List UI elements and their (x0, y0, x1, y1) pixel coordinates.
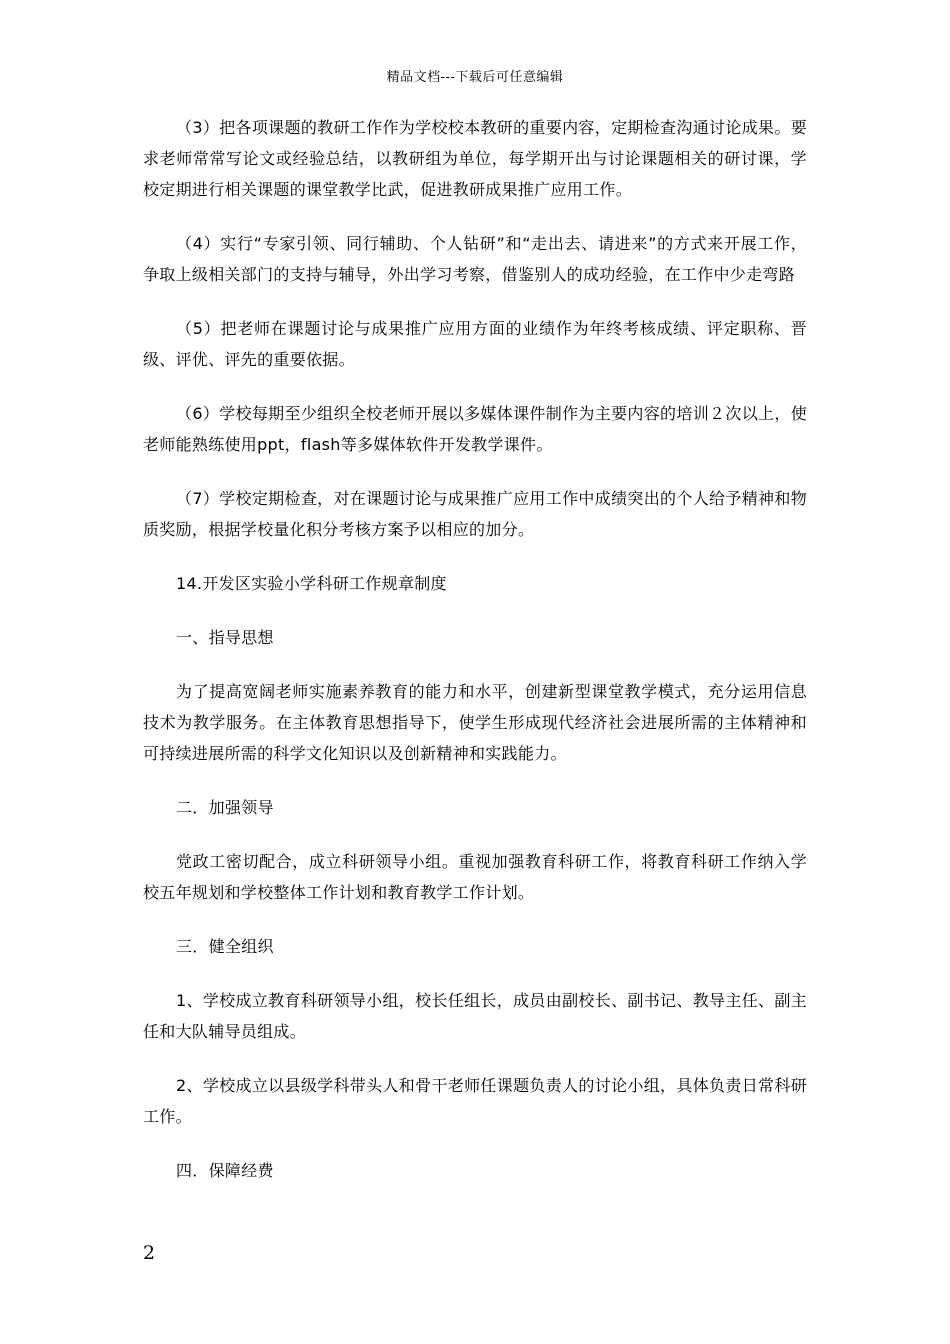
paragraph-item-5: （5）把老师在课题讨论与成果推广应用方面的业绩作为年终考核成绩、评定职称、晋级、评优、评先的重要依据。 (143, 319, 807, 369)
heading-organization: 三．健全组织 (176, 937, 274, 956)
document-body (143, 112, 807, 1186)
page-header: 精品文档---下载后可任意编辑 (386, 70, 564, 85)
heading-guiding-ideology: 一、指导思想 (176, 628, 274, 647)
paragraph-item-6: （6）学校每期至少组织全校老师开展以多媒体课件制作为主要内容的培训２次以上，使老师能熟练使用ppt，flash等多媒体软件开发教学课件。 (143, 404, 807, 454)
page-number: 2 (143, 1242, 156, 1264)
section-title: 14.开发区实验小学科研工作规章制度 (176, 574, 447, 593)
paragraph-leadership: 党政工密切配合，成立科研领导小组。重视加强教育科研工作，将教育科研工作纳入学校五年规划和学校整体工作计划和教育教学工作计划。 (143, 852, 807, 902)
paragraph-organization-2: 2、学校成立以县级学科带头人和骨干老师任课题负责人的讨论小组，具体负责日常科研工作。 (143, 1076, 807, 1126)
paragraph-item-4: （4）实行“专家引领、同行辅助、个人钻研”和“走出去、请进来”的方式来开展工作，争取上级相关部门的支持与辅导，外出学习考察，借鉴别人的成功经验，在工作中少走弯路 (143, 234, 807, 284)
paragraph-item-7: （7）学校定期检查，对在课题讨论与成果推广应用工作中成绩突出的个人给予精神和物质奖励，根据学校量化积分考核方案予以相应的加分。 (143, 489, 807, 539)
heading-leadership: 二．加强领导 (176, 798, 274, 817)
heading-funding: 四．保障经费 (176, 1161, 274, 1180)
paragraph-organization-1: 1、学校成立教育科研领导小组，校长任组长，成员由副校长、副书记、教导主任、副主任和大队辅导员组成。 (143, 991, 807, 1041)
paragraph-item-3: （3）把各项课题的教研工作作为学校校本教研的重要内容，定期检查沟通讨论成果。要求老师常常写论文或经验总结，以教研组为单位，每学期开出与讨论课题相关的研讨课，学校定期进行相关课题的课堂教学比武，促进教研成果推广应用工作。 (143, 118, 807, 199)
paragraph-guiding-ideology: 为了提高宽阔老师实施素养教育的能力和水平，创建新型课堂教学模式，充分运用信息技术为教学服务。在主体教育思想指导下，使学生形成现代经济社会进展所需的主体精神和可持续进展所需的科学文化知识以及创新精神和实践能力。 (143, 682, 807, 763)
